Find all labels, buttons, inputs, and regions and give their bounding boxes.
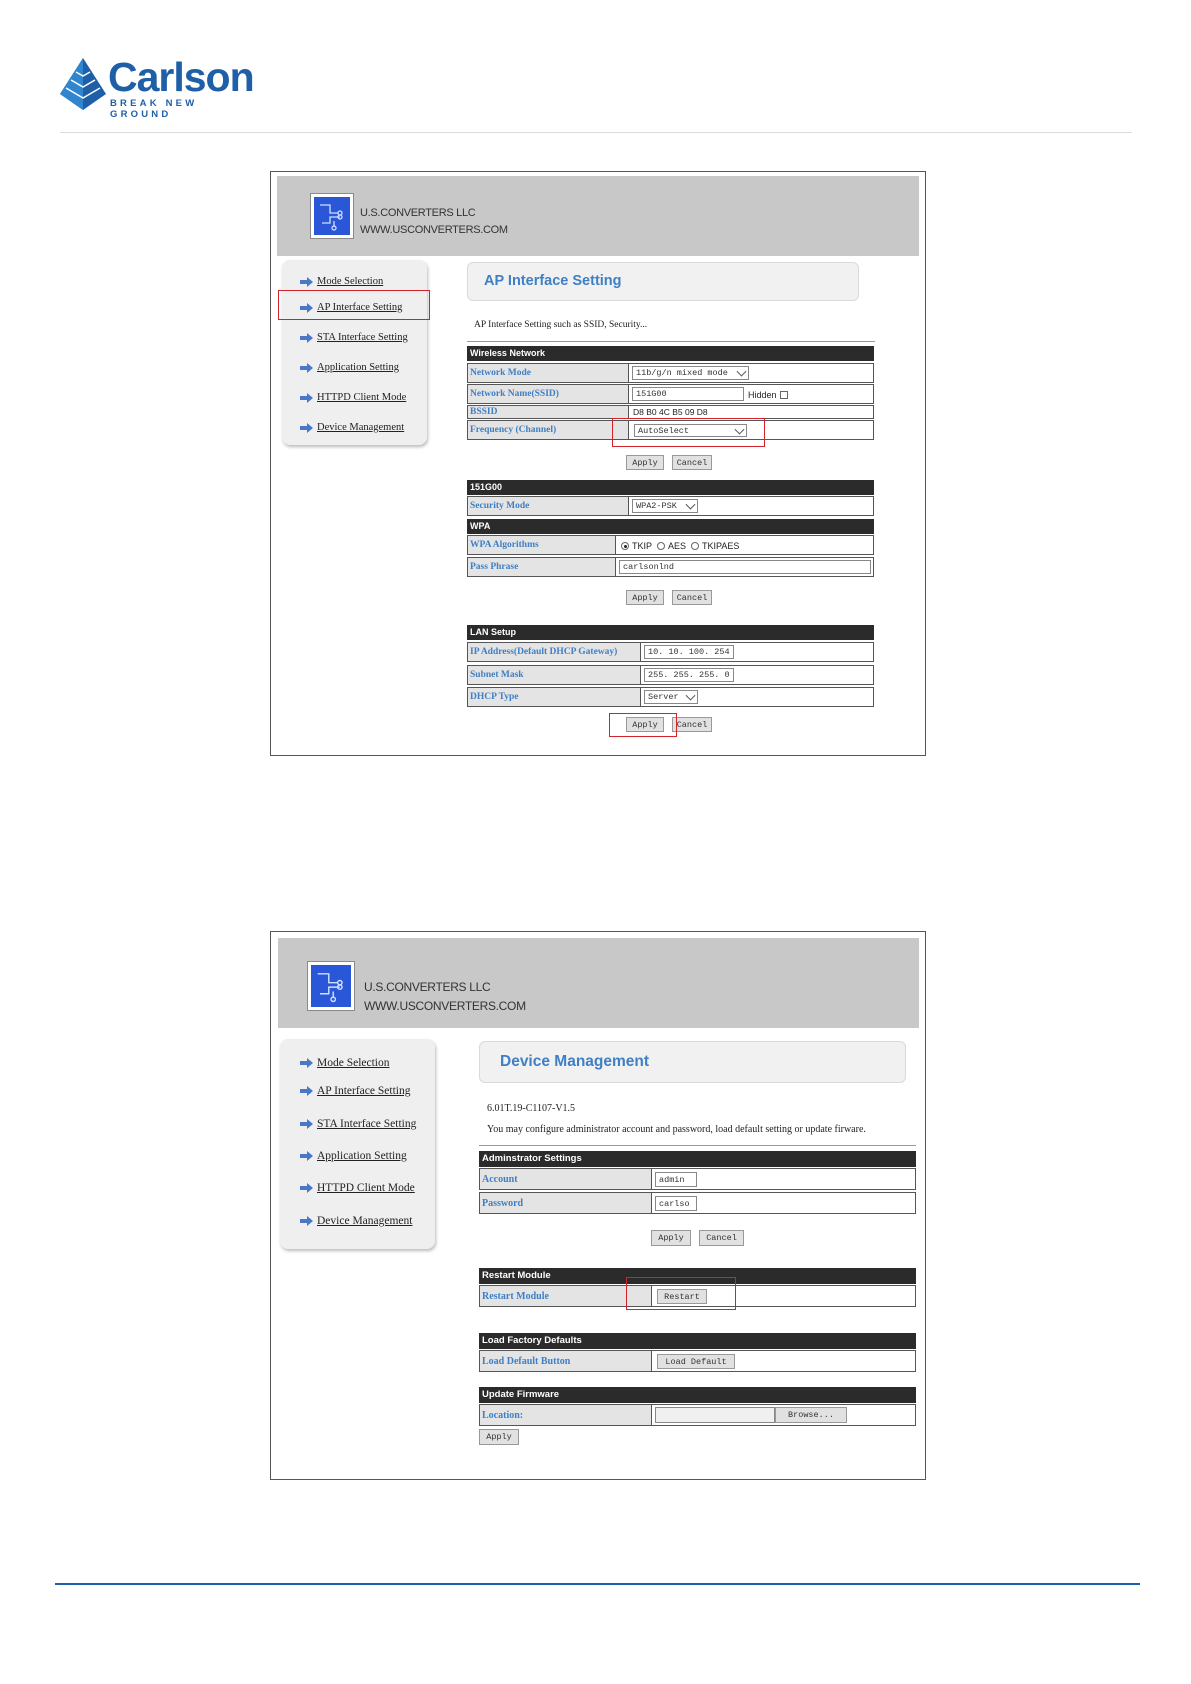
wireless-cancel-button[interactable]: Cancel — [672, 455, 712, 470]
nav-mode-selection[interactable] — [300, 276, 383, 287]
arrow-right-icon — [300, 333, 313, 343]
nav-label: STA Interface Setting — [317, 1118, 417, 1130]
vendor-banner — [278, 938, 919, 1028]
wpa-algorithms-row — [467, 535, 874, 555]
brand-name: Carlson — [108, 54, 254, 100]
nav-sta-interface-setting[interactable] — [300, 1118, 416, 1130]
subnet-mask-row — [467, 665, 874, 685]
wpa-algorithms-label: WPA Algorithms — [468, 536, 616, 554]
nav-device-management[interactable] — [300, 422, 404, 433]
device-management-screenshot — [270, 931, 926, 1480]
tkip-label: TKIP — [632, 541, 653, 551]
firmware-file-input[interactable] — [655, 1407, 775, 1423]
nav-label: AP Interface Setting — [317, 302, 403, 313]
nav-mode-selection[interactable] — [300, 1057, 390, 1069]
security-apply-button[interactable]: Apply — [626, 590, 664, 605]
page-description: You may configure administrator account and password, load default setting or update firware. — [487, 1124, 866, 1135]
firmware-location-row — [479, 1404, 916, 1426]
nav-label: Device Management — [317, 1215, 413, 1227]
nav-httpd-client-mode[interactable] — [300, 1182, 415, 1194]
nav-device-management[interactable] — [300, 1215, 412, 1227]
ssid-label: Network Name(SSID) — [468, 385, 629, 403]
section-divider — [479, 1145, 916, 1146]
security-mode-label: Security Mode — [468, 497, 629, 515]
load-default-row — [479, 1350, 916, 1372]
security-cancel-button[interactable]: Cancel — [672, 590, 712, 605]
bssid-value: D8 B0 4C B5 09 D8 — [633, 407, 708, 417]
arrow-right-icon — [300, 393, 313, 403]
wireless-apply-button[interactable]: Apply — [626, 455, 664, 470]
subnet-mask-input[interactable]: 255. 255. 255. 0 — [644, 668, 734, 682]
vendor-banner — [277, 176, 919, 256]
admin-settings-header: Adminstrator Settings — [479, 1151, 916, 1167]
arrow-right-icon — [300, 1058, 313, 1068]
password-label: Password — [480, 1193, 652, 1213]
aes-radio[interactable] — [657, 542, 665, 550]
chevron-down-icon — [737, 367, 747, 377]
tkip-radio[interactable] — [621, 542, 629, 550]
highlight-frequency — [612, 418, 765, 447]
wireless-network-header: Wireless Network — [467, 346, 874, 361]
load-default-button[interactable]: Load Default — [657, 1354, 735, 1369]
ssid-input[interactable]: 151G00 — [632, 387, 744, 401]
wpa-algorithm-options — [616, 539, 739, 553]
nav-sta-interface-setting[interactable] — [300, 332, 408, 343]
arrow-right-icon — [300, 1086, 313, 1096]
firmware-location-label: Location: — [480, 1405, 652, 1425]
security-mode-value: WPA2-PSK — [636, 501, 677, 511]
nav-application-setting[interactable] — [300, 1150, 407, 1162]
update-firmware-header: Update Firmware — [479, 1387, 916, 1403]
account-input[interactable]: admin — [655, 1172, 697, 1187]
wpa-header: WPA — [467, 519, 874, 534]
pass-phrase-input[interactable]: carlsonlnd — [619, 560, 871, 574]
lan-cancel-button[interactable]: Cancel — [672, 717, 712, 732]
network-mode-row — [467, 363, 874, 383]
restart-module-label: Restart Module — [480, 1286, 652, 1306]
dhcp-type-select[interactable] — [644, 690, 698, 704]
tkipaes-label: TKIPAES — [702, 541, 740, 551]
nav-label: HTTPD Client Mode — [317, 1182, 415, 1194]
browse-button[interactable]: Browse... — [775, 1407, 847, 1423]
dhcp-type-label: DHCP Type — [468, 688, 641, 706]
banner-website: WWW.USCONVERTERS.COM — [360, 224, 508, 236]
highlight-restart — [626, 1277, 736, 1310]
aes-label: AES — [668, 541, 687, 551]
banner-company: U.S.CONVERTERS LLC — [360, 207, 476, 219]
arrow-right-icon — [300, 1183, 313, 1193]
tkipaes-radio[interactable] — [691, 542, 699, 550]
nav-label: Application Setting — [317, 362, 399, 373]
ip-address-label: IP Address(Default DHCP Gateway) — [468, 643, 641, 661]
arrow-right-icon — [300, 1151, 313, 1161]
highlight-lan-apply — [609, 713, 677, 737]
nav-label: Device Management — [317, 422, 405, 433]
banner-website: WWW.USCONVERTERS.COM — [364, 999, 526, 1013]
bssid-row — [467, 405, 874, 419]
carlson-logo — [60, 54, 260, 120]
dhcp-type-row — [467, 687, 874, 707]
admin-cancel-button[interactable]: Cancel — [699, 1230, 744, 1246]
firmware-apply-button[interactable]: Apply — [479, 1429, 519, 1445]
bssid-label: BSSID — [468, 406, 629, 418]
circuit-chip-icon — [308, 962, 354, 1010]
hidden-label: Hidden — [748, 390, 777, 400]
lan-apply-button[interactable]: Apply — [626, 717, 664, 732]
arrow-right-icon — [300, 363, 313, 373]
section-divider — [467, 341, 875, 342]
nav-httpd-client-mode[interactable] — [300, 392, 406, 403]
arrow-right-icon — [300, 1216, 313, 1226]
pass-phrase-label: Pass Phrase — [468, 558, 616, 576]
circuit-chip-icon — [311, 194, 353, 238]
ssid-security-header: 151G00 — [467, 480, 874, 495]
dhcp-type-value: Server — [648, 692, 679, 702]
banner-company: U.S.CONVERTERS LLC — [364, 980, 491, 994]
footer-divider — [55, 1583, 1140, 1585]
brand-tagline: BREAK NEW GROUND — [110, 98, 198, 120]
sidebar — [280, 1039, 435, 1249]
nav-application-setting[interactable] — [300, 362, 399, 373]
sidebar — [282, 260, 427, 445]
nav-label: Mode Selection — [317, 1057, 390, 1069]
chevron-down-icon — [686, 691, 696, 701]
page-title-box — [479, 1041, 906, 1083]
nav-label: HTTPD Client Mode — [317, 392, 407, 403]
password-row — [479, 1192, 916, 1214]
page-title-box — [467, 262, 859, 301]
header-divider — [60, 132, 1132, 133]
nav-ap-interface-setting[interactable] — [300, 1085, 410, 1097]
load-default-label: Load Default Button — [480, 1351, 652, 1371]
frequency-value: AutoSelect — [638, 425, 690, 436]
network-mode-select[interactable] — [632, 366, 749, 380]
ap-interface-screenshot — [270, 171, 926, 756]
nav-label: Mode Selection — [317, 276, 384, 287]
frequency-label: Frequency (Channel) — [468, 421, 629, 439]
account-label: Account — [480, 1169, 652, 1189]
factory-defaults-header: Load Factory Defaults — [479, 1333, 916, 1349]
hidden-checkbox[interactable] — [780, 391, 788, 399]
nav-label: AP Interface Setting — [317, 1085, 411, 1097]
arrow-right-icon — [300, 423, 313, 433]
page-title: AP Interface Setting — [484, 273, 622, 289]
subnet-mask-label: Subnet Mask — [468, 666, 641, 684]
carlson-pyramid-icon — [60, 58, 106, 110]
network-mode-label: Network Mode — [468, 364, 629, 382]
admin-apply-button[interactable]: Apply — [651, 1230, 691, 1246]
restart-button[interactable]: Restart — [657, 1289, 707, 1304]
hidden-option — [748, 388, 788, 402]
chevron-down-icon — [686, 500, 696, 510]
page-title: Device Management — [500, 1053, 650, 1070]
security-mode-row — [467, 496, 874, 516]
ip-address-row — [467, 642, 874, 662]
pass-phrase-row — [467, 557, 874, 577]
network-mode-value: 11b/g/n mixed mode — [636, 368, 728, 378]
firmware-version: 6.01T.19-C1107-V1.5 — [487, 1103, 576, 1114]
nav-label: Application Setting — [317, 1150, 407, 1162]
page-description: AP Interface Setting such as SSID, Security... — [474, 320, 648, 330]
ssid-row — [467, 384, 874, 404]
lan-setup-header: LAN Setup — [467, 625, 874, 640]
security-mode-select[interactable] — [632, 499, 698, 513]
restart-module-header: Restart Module — [479, 1268, 916, 1284]
ip-address-input[interactable]: 10. 10. 100. 254 — [644, 645, 734, 659]
password-input[interactable]: carlso — [655, 1196, 697, 1211]
arrow-right-icon — [300, 1119, 313, 1129]
arrow-right-icon — [300, 277, 313, 287]
highlight-ap-nav — [278, 290, 430, 320]
account-row — [479, 1168, 916, 1190]
nav-label: STA Interface Setting — [317, 332, 408, 343]
